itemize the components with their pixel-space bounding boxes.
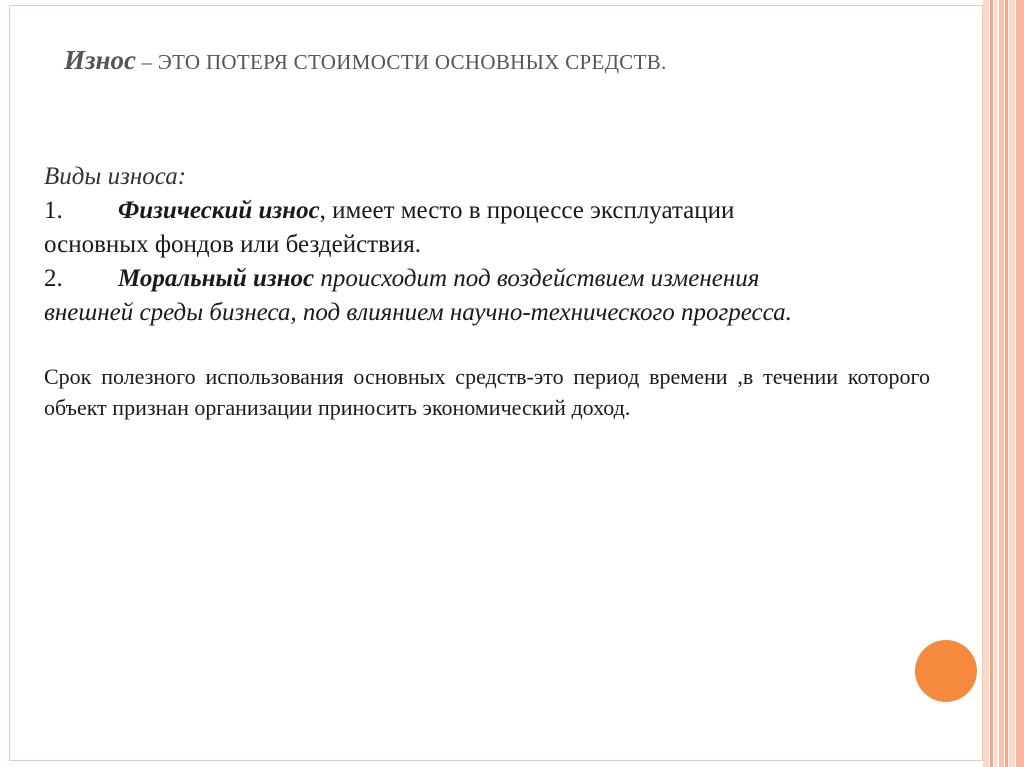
useful-life-paragraph: Срок полезного использования основных средств-это период времени ,в течении которого объект признан организации приносить экономический доход. <box>44 364 930 420</box>
decorative-stripe <box>983 0 989 767</box>
list-item-physical-wear <box>44 194 934 228</box>
decorative-stripe <box>1005 0 1008 767</box>
list-number: 2. <box>44 265 63 292</box>
list-number: 1. <box>44 197 63 224</box>
title-term: Износ <box>64 45 137 75</box>
title-definition: – ЭТО ПОТЕРЯ СТОИМОСТИ ОСНОВНЫХ СРЕДСТВ. <box>136 50 667 74</box>
decorative-stripe <box>1009 0 1015 767</box>
decorative-circle <box>915 640 977 702</box>
decorative-stripe <box>1016 0 1024 767</box>
wear-types-block <box>44 160 934 330</box>
physical-wear-text: , имеет место в процессе эксплуатации <box>319 197 735 224</box>
moral-wear-term: Моральный износ <box>118 265 315 292</box>
decorative-stripe <box>999 0 1004 767</box>
list-item-moral-wear <box>44 262 934 296</box>
physical-wear-term: Физический износ <box>118 197 320 224</box>
moral-wear-text: происходит под воздействием изменения <box>314 265 760 292</box>
decorative-stripe <box>994 0 998 767</box>
moral-wear-text-continued: внешней среды бизнеса, под влиянием научно-технического прогресса. <box>44 299 792 326</box>
wear-types-label: Виды износа: <box>44 163 187 190</box>
slide-title <box>64 45 667 76</box>
decorative-stripe <box>990 0 993 767</box>
physical-wear-text-continued: основных фондов или бездействия. <box>44 231 422 258</box>
